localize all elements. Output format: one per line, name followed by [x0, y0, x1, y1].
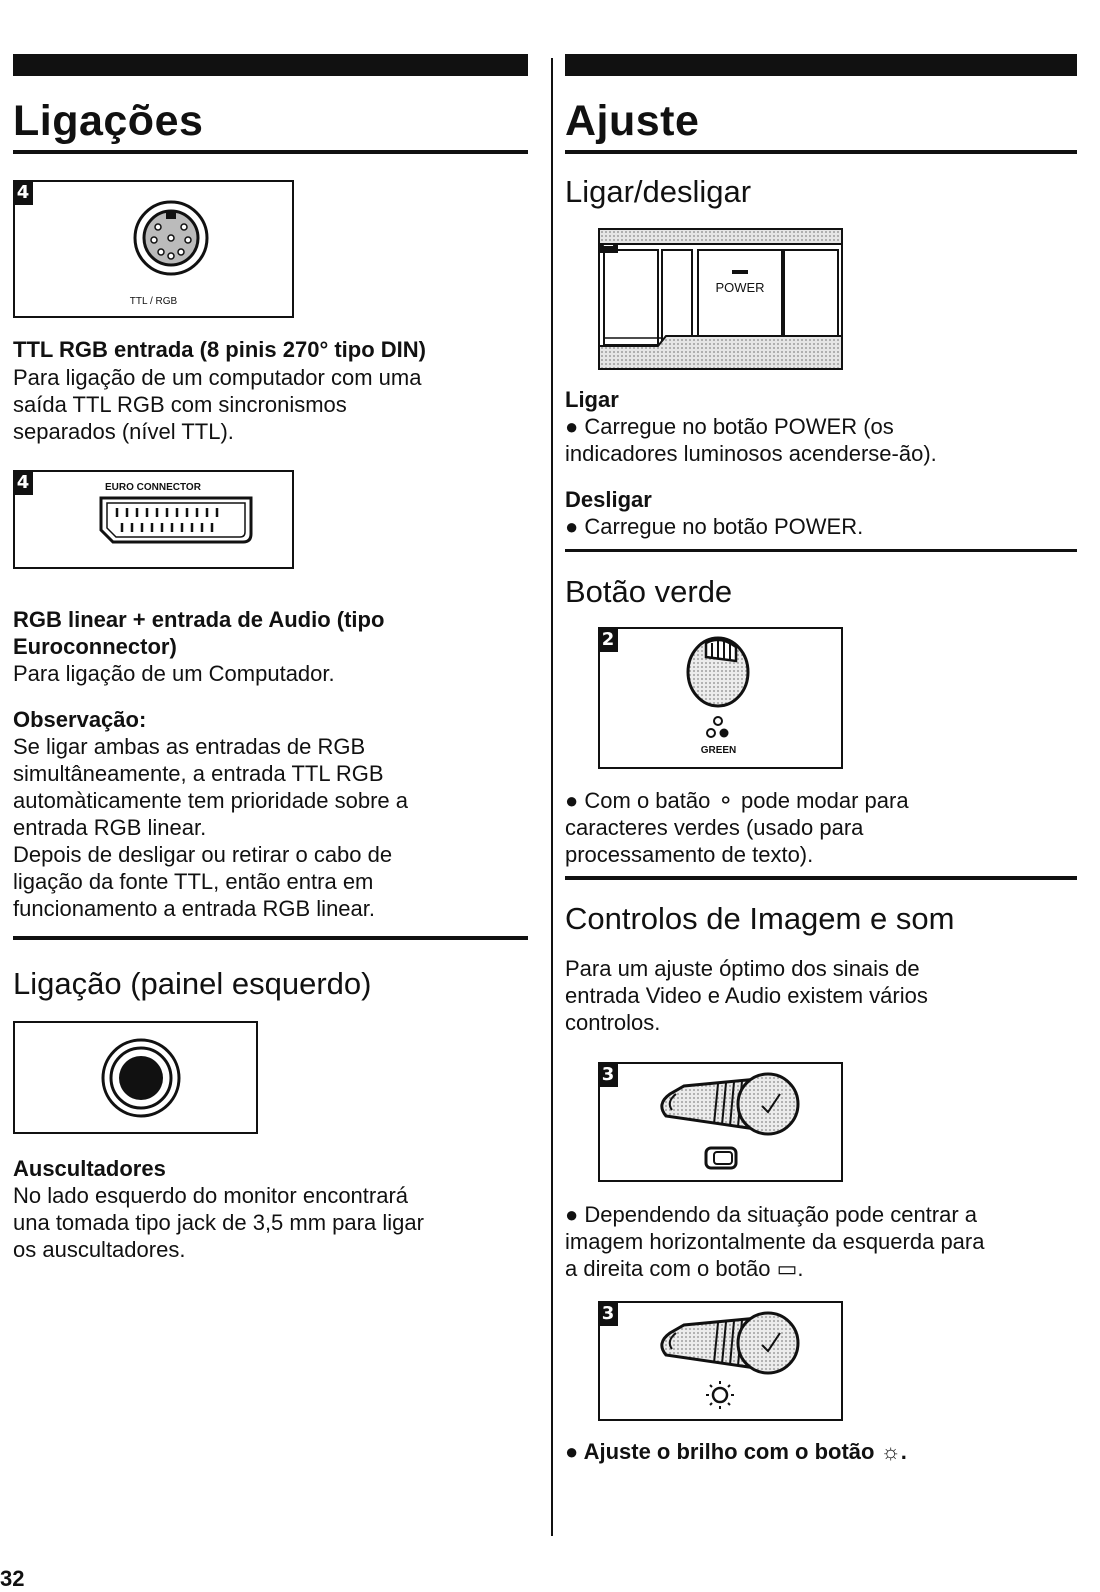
brightness-figure: [598, 1301, 843, 1421]
left-page-title: Ligações: [13, 97, 204, 145]
euro-heading-2: Euroconnector): [13, 634, 177, 659]
figure-number-badge: 2: [598, 627, 618, 652]
section-title-green: Botão verde: [565, 574, 733, 609]
power-button-figure: [598, 228, 843, 370]
column-divider: [551, 58, 553, 1536]
headphone-text-2: una tomada tipo jack de 3,5 mm para ligar: [13, 1210, 424, 1235]
headphone-jack-figure: [13, 1021, 258, 1134]
section-title-left-panel: Ligação (painel esquerdo): [13, 966, 372, 1001]
euro-text: Para ligação de um Computador.: [13, 661, 335, 686]
euro-heading-1: RGB linear + entrada de Audio (tipo: [13, 607, 385, 632]
controls-intro-2: entrada Video e Audio existem vários: [565, 983, 928, 1008]
figure-number-badge: 4: [13, 470, 33, 495]
ttl-rgb-text-2: saída TTL RGB com sincronismos: [13, 392, 347, 417]
note-text-3: automàticamente tem prioridade sobre a: [13, 788, 408, 813]
green-text-3: processamento de texto).: [565, 842, 814, 867]
note-heading: Observação:: [13, 707, 147, 732]
note-text-7: funcionamento a entrada RGB linear.: [13, 896, 376, 921]
controls-intro-1: Para um ajuste óptimo dos sinais de: [565, 956, 920, 981]
headphone-text-1: No lado esquerdo do monitor encontrará: [13, 1183, 409, 1208]
headphone-jack-icon: [15, 1023, 256, 1132]
right-top-bar: [565, 54, 1077, 76]
power-section-rule: [565, 549, 1077, 552]
headphone-heading: Auscultadores: [13, 1156, 166, 1181]
power-button-label: POWER: [715, 280, 765, 295]
euro-connector-figure: [13, 470, 294, 569]
ttl-rgb-connector-label: TTL / RGB: [129, 296, 178, 307]
page-number: 32: [0, 1566, 25, 1591]
green-button-figure: [598, 627, 843, 769]
green-text-2: caracteres verdes (usado para: [565, 815, 864, 840]
left-title-rule: [13, 150, 528, 154]
note-text-4: entrada RGB linear.: [13, 815, 207, 840]
figure-number-badge: 3: [598, 1062, 618, 1087]
right-title-rule: [565, 150, 1077, 154]
scart-connector-icon: [15, 472, 292, 567]
hpos-text-2: imagem horizontalmente da esquerda para: [565, 1229, 985, 1254]
front-panel-icon: [600, 230, 841, 368]
note-text-6: ligação da fonte TTL, então entra em: [13, 869, 374, 894]
note-text-5: Depois de desligar ou retirar o cabo de: [13, 842, 393, 867]
green-section-rule: [565, 876, 1077, 880]
left-section-rule: [13, 936, 528, 940]
ttl-rgb-connector-figure: [13, 180, 294, 318]
controls-intro-3: controlos.: [565, 1010, 661, 1035]
power-on-text-1: ● Carregue no botão POWER (os: [565, 414, 894, 439]
ttl-rgb-text-3: separados (nível TTL).: [13, 419, 234, 444]
left-top-bar: [13, 54, 528, 76]
section-title-controls: Controlos de Imagem e som: [565, 901, 955, 936]
euro-connector-label: EURO CONNECTOR: [105, 482, 201, 493]
figure-number-badge: 4: [13, 180, 33, 205]
hpos-text-3: a direita com o botão ▭.: [565, 1256, 804, 1281]
horizontal-position-figure: [598, 1062, 843, 1182]
brightness-knob-icon: [600, 1303, 841, 1419]
note-text-2: simultâneamente, a entrada TTL RGB: [13, 761, 384, 786]
brightness-text: ● Ajuste o brilho com o botão ☼.: [565, 1439, 907, 1464]
power-off-heading: Desligar: [565, 487, 652, 512]
figure-number-badge: 3: [598, 1301, 618, 1326]
power-on-text-2: indicadores luminosos acenderse-ão).: [565, 441, 937, 466]
note-text-1: Se ligar ambas as entradas de RGB: [13, 734, 366, 759]
right-page-title: Ajuste: [565, 97, 700, 145]
headphone-text-3: os auscultadores.: [13, 1237, 186, 1262]
power-on-heading: Ligar: [565, 387, 619, 412]
hpos-text-1: ● Dependendo da situação pode centrar a: [565, 1202, 978, 1227]
ttl-rgb-heading: TTL RGB entrada (8 pinis 270° tipo DIN): [13, 337, 426, 362]
power-off-text: ● Carregue no botão POWER.: [565, 514, 864, 539]
green-button-label: GREEN: [700, 745, 737, 756]
ttl-rgb-text-1: Para ligação de um computador com uma: [13, 365, 422, 390]
green-text-1: ● Com o batão ⚬ pode modar para: [565, 788, 909, 813]
rotary-knob-icon: [600, 1064, 841, 1180]
section-title-power: Ligar/desligar: [565, 174, 752, 209]
